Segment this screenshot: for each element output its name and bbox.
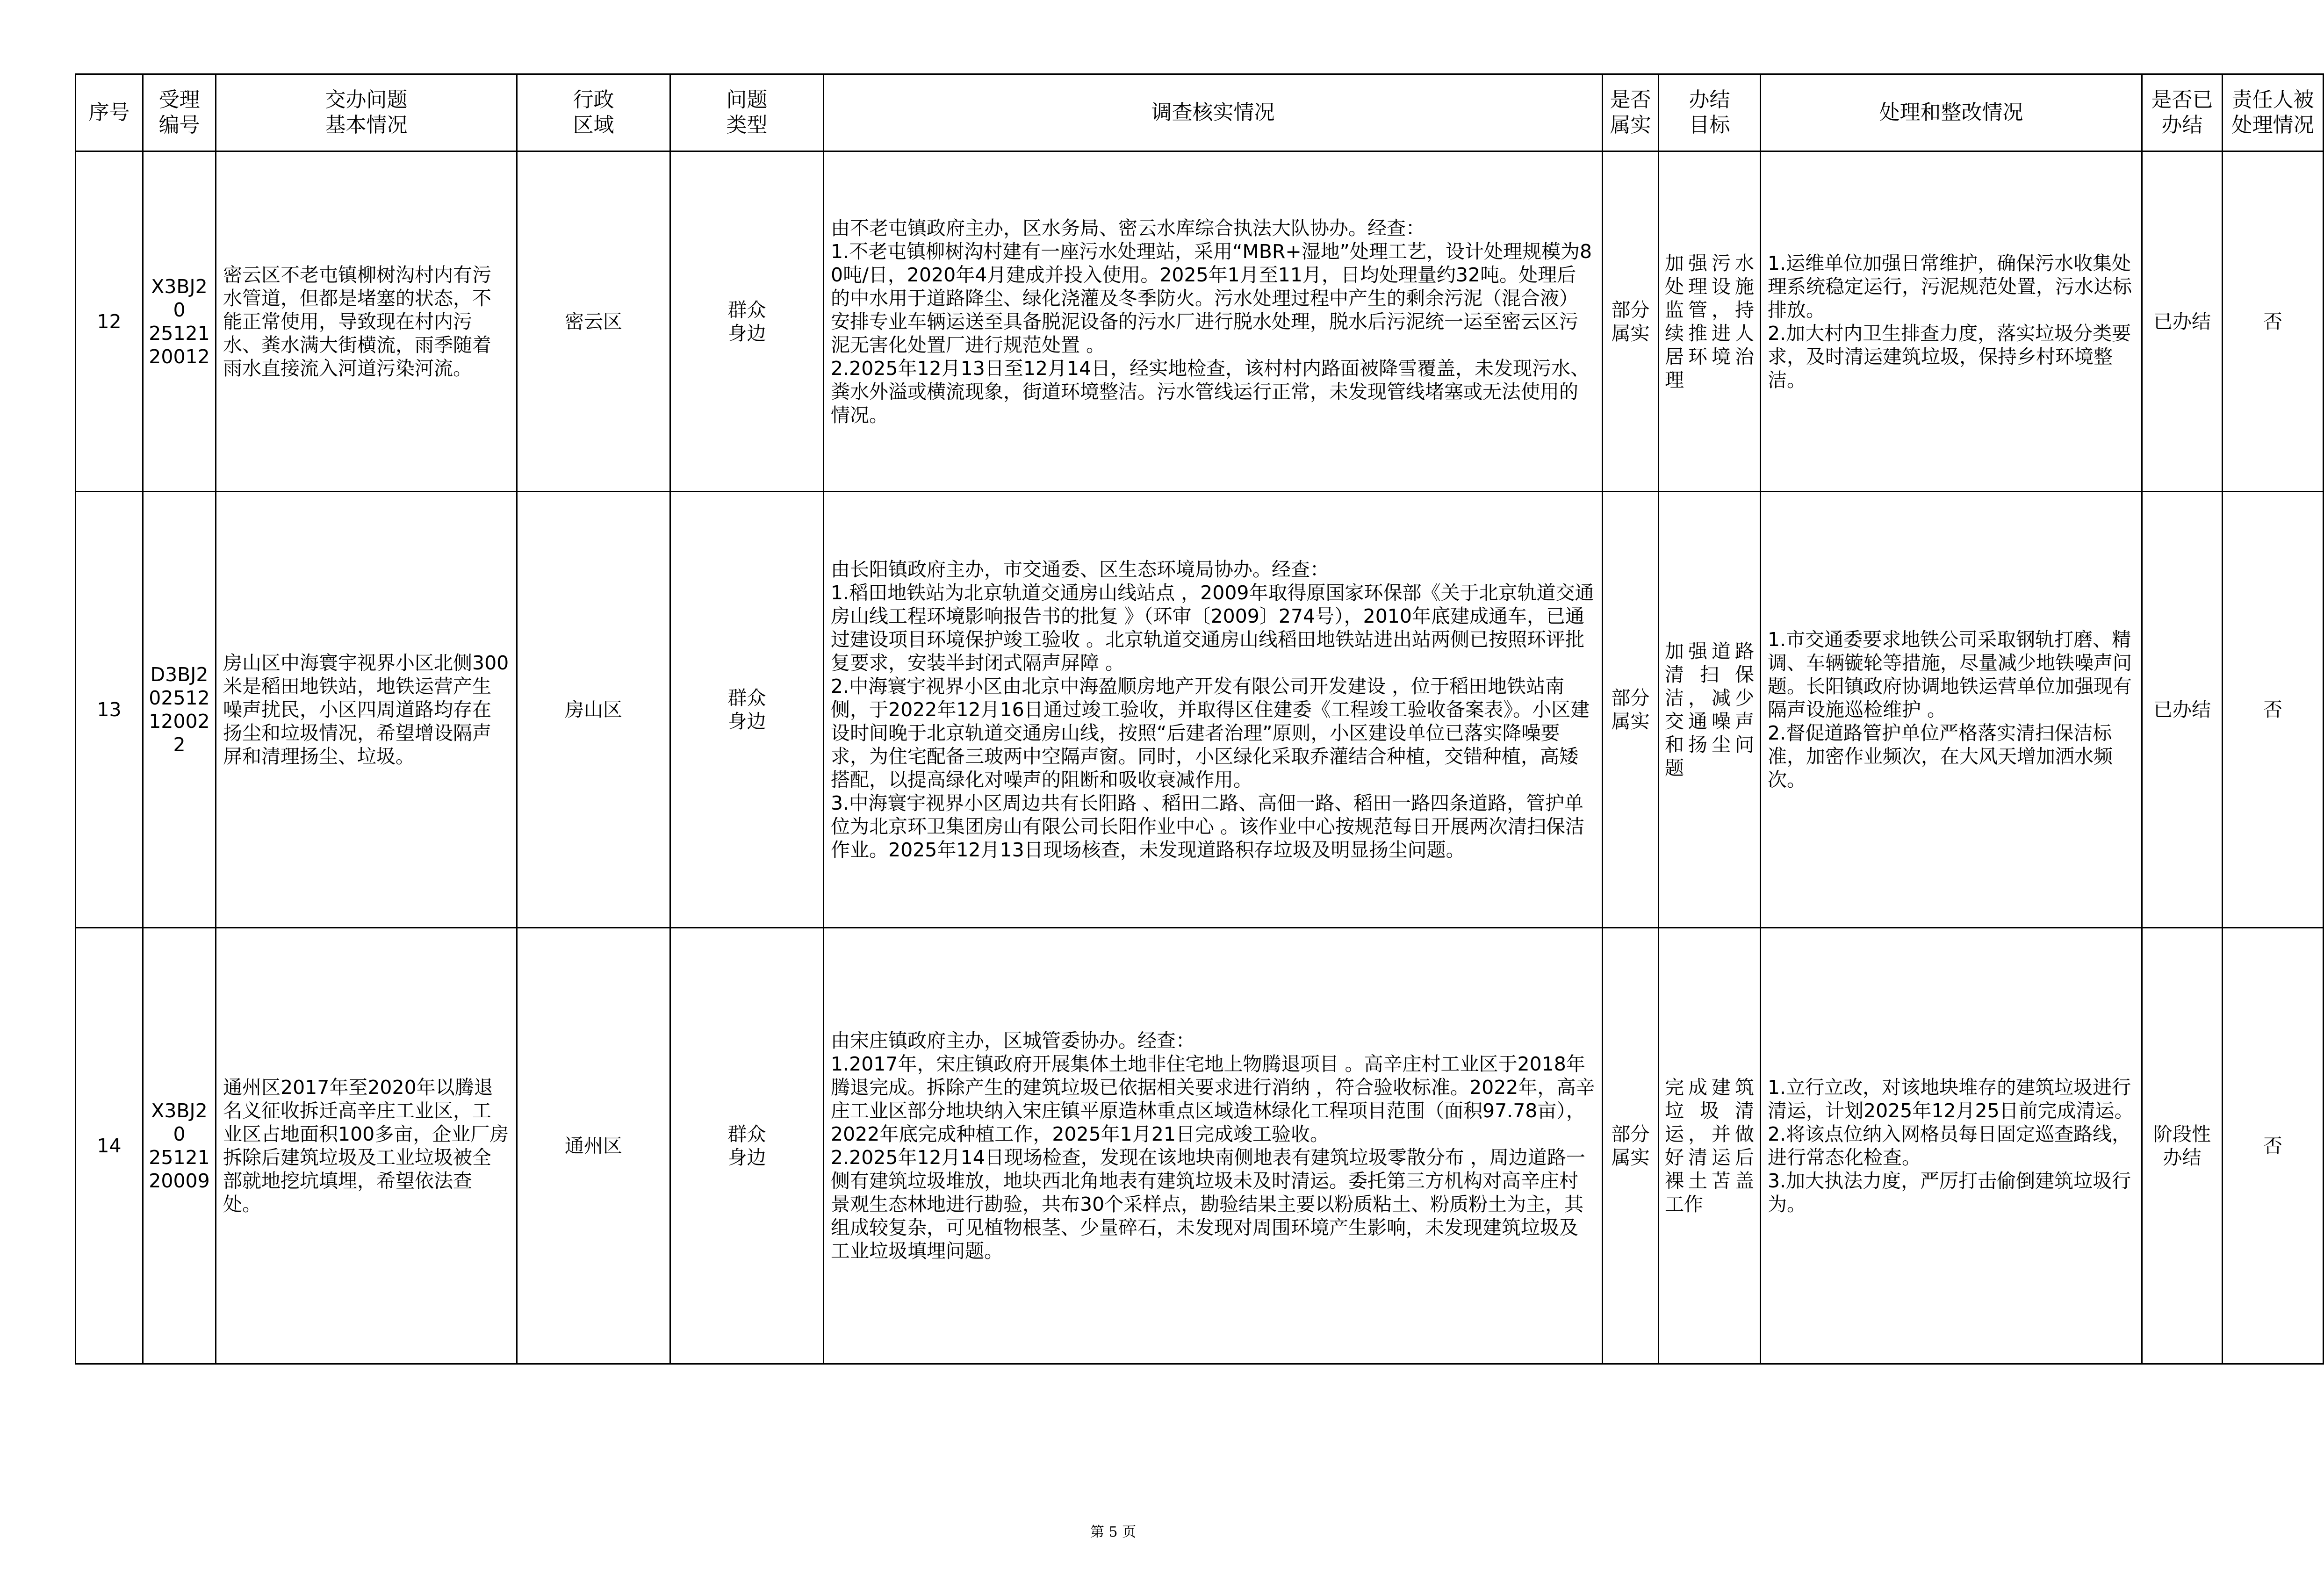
cell-true <box>1603 492 1659 928</box>
issue-text: 通州区2017年至2020年以腾退名义征收拆迁高辛庄工业区，工业区占地面积100多亩，企业厂房拆除后建筑垃圾及工业垃圾被全部就地挖坑填埋，希望依法查处。 <box>223 1076 509 1215</box>
cell-type <box>670 151 824 492</box>
penalty-value: 否 <box>2263 310 2282 333</box>
header-label: 行政 区域 <box>573 88 614 137</box>
cell-penalty <box>2223 492 2324 928</box>
header-label: 责任人被 处理情况 <box>2231 88 2314 137</box>
cell-true <box>1603 151 1659 492</box>
type-value: 群众 身边 <box>727 687 766 733</box>
header-goal <box>1659 74 1761 151</box>
header-label: 交办问题 基本情况 <box>325 88 408 137</box>
cell-true <box>1603 928 1659 1364</box>
cell-seq <box>76 928 143 1364</box>
code-value: X3BJ20 25121 20012 <box>149 275 210 368</box>
header-seq <box>76 74 143 151</box>
district-value: 房山区 <box>565 698 622 721</box>
survey-text: 由长阳镇政府主办，市交通委、区生态环境局协办。经查： 1.稻田地铁站为北京轨道交通房山线站点 ，2009年取得原国家环保部《关于北京轨道交通房山线工程环境影响报告书的批复 》（环审〔2009〕274号），2010年底建成通车，已通过建设项目环境保护竣工验收 。北京轨道交通房山线稻田地铁站进出站两侧已按照环评批复要求，安装半封闭式隔声屏障 。 2.中海寰宇视界小区由北京中海盈顺房地产开发有限公司开发建设 ，位于稻田地铁站南侧，于2022年12月16日通过竣工验收，并取得区住建委《工程竣工验收备案表》。小区建设时间晚于北京轨道交通房山线，按照“后建者治理”原则，小区建设单位已落实降噪要求，为住宅配备三玻两中空隔声窗。同时，小区绿化采取乔灌结合种植，交错种植，高矮搭配，以提高绿化对噪声的阻断和吸收衰减作用。 3.中海寰宇视界小区周边共有长阳路 、稻田二路、高佃一路、稻田一路四条道路，管护单位为北京环卫集团房山有限公司长阳作业中心 。该作业中心按规范每日开展两次清扫保洁作业。2025年12月13日现场核查，未发现道路积存垃圾及明显扬尘问题。 <box>831 558 1594 861</box>
header-issue <box>216 74 517 151</box>
goal-text: 加强污水处理设施监管，持续推进人居环境治理 <box>1665 252 1754 391</box>
header-label: 受理 编号 <box>158 88 200 137</box>
cell-done <box>2142 492 2223 928</box>
true-value: 部分 属实 <box>1611 1123 1650 1169</box>
true-value: 部分 属实 <box>1611 687 1650 733</box>
cell-goal <box>1659 928 1761 1364</box>
header-code <box>143 74 216 151</box>
seq-value: 13 <box>97 698 122 721</box>
cell-seq <box>76 151 143 492</box>
cell-handling <box>1761 492 2142 928</box>
issue-table <box>75 73 2324 1365</box>
table-row <box>76 151 2324 492</box>
header-type <box>670 74 824 151</box>
penalty-value: 否 <box>2263 1135 2282 1157</box>
cell-code <box>143 151 216 492</box>
cell-handling <box>1761 928 2142 1364</box>
code-value: X3BJ20 25121 20009 <box>149 1100 210 1192</box>
district-value: 通州区 <box>565 1135 622 1157</box>
header-penalty <box>2223 74 2324 151</box>
done-value: 阶段性 办结 <box>2153 1123 2211 1169</box>
handling-text: 1.运维单位加强日常维护，确保污水收集处理系统稳定运行，污泥规范处置，污水达标排放。 2.加大村内卫生排查力度，落实垃圾分类要求，及时清运建筑垃圾，保持乡村环境整洁。 <box>1768 252 2132 391</box>
cell-issue <box>216 492 517 928</box>
report-sheet <box>75 73 2324 1365</box>
cell-code <box>143 492 216 928</box>
cell-survey <box>824 151 1603 492</box>
seq-value: 12 <box>97 310 122 333</box>
cell-done <box>2142 151 2223 492</box>
cell-issue <box>216 928 517 1364</box>
header-label: 是否已 办结 <box>2151 88 2213 137</box>
header-handling <box>1761 74 2142 151</box>
type-value: 群众 身边 <box>727 1123 766 1169</box>
penalty-value: 否 <box>2263 698 2282 721</box>
goal-text: 加强道路清扫保洁，减少交通噪声和扬尘问题 <box>1665 640 1754 779</box>
survey-text: 由不老屯镇政府主办，区水务局、密云水库综合执法大队协办。经查： 1.不老屯镇柳树沟村建有一座污水处理站，采用“MBR+湿地”处理工艺，设计处理规模为80吨/日，2020年4月建成并投入使用。2025年1月至11月，日均处理量约32吨。处理后的中水用于道路降尘、绿化浇灌及冬季防火。污水处理过程中产生的剩余污泥（混合液）安排专业车辆运送至具备脱泥设备的污水厂进行脱水处理，脱水后污泥统一运至密云区污泥无害化处置厂进行规范处置 。 2.2025年12月13日至12月14日，经实地检查，该村村内路面被降雪覆盖，未发现污水、粪水外溢或横流现象，街道环境整洁。污水管线运行正常，未发现管线堵塞或无法使用的情况。 <box>831 216 1592 426</box>
cell-goal <box>1659 151 1761 492</box>
header-label: 办结 目标 <box>1689 88 1730 137</box>
handling-text: 1.立行立改，对该地块堆存的建筑垃圾进行清运，计划2025年12月25日前完成清运。 2.将该点位纳入网格员每日固定巡查路线，进行常态化检查。 3.加大执法力度，严厉打击偷倒建筑垃圾行为。 <box>1768 1076 2134 1215</box>
type-value: 群众 身边 <box>727 298 766 345</box>
cell-penalty <box>2223 151 2324 492</box>
table-row <box>76 492 2324 928</box>
header-label: 序号 <box>88 101 130 124</box>
table-header-row <box>76 74 2324 151</box>
table-row <box>76 928 2324 1364</box>
issue-text: 房山区中海寰宇视界小区北侧300米是稻田地铁站，地铁运营产生噪声扰民，小区四周道路均存在扬尘和垃圾情况，希望增设隔声屏和清理扬尘、垃圾。 <box>223 652 509 768</box>
cell-seq <box>76 492 143 928</box>
header-true <box>1603 74 1659 151</box>
header-done <box>2142 74 2223 151</box>
cell-handling <box>1761 151 2142 492</box>
cell-survey <box>824 492 1603 928</box>
cell-survey <box>824 928 1603 1364</box>
cell-type <box>670 928 824 1364</box>
header-district <box>517 74 670 151</box>
cell-penalty <box>2223 928 2324 1364</box>
header-survey <box>824 74 1603 151</box>
header-label: 是否 属实 <box>1610 88 1651 137</box>
seq-value: 14 <box>97 1135 122 1157</box>
handling-text: 1.市交通委要求地铁公司采取钢轨打磨、精调、车辆镟轮等措施，尽量减少地铁噪声问题。长阳镇政府协调地铁运营单位加强现有隔声设施巡检维护 。 2.督促道路管护单位严格落实清扫保洁标准，加密作业频次，在大风天增加洒水频次。 <box>1768 628 2132 791</box>
district-value: 密云区 <box>565 310 622 333</box>
cell-goal <box>1659 492 1761 928</box>
header-label: 调查核实情况 <box>1151 101 1275 124</box>
cell-done <box>2142 928 2223 1364</box>
cell-type <box>670 492 824 928</box>
cell-district <box>517 492 670 928</box>
header-label: 处理和整改情况 <box>1879 101 2023 124</box>
cell-district <box>517 151 670 492</box>
done-value: 已办结 <box>2153 698 2211 721</box>
goal-text: 完成建筑垃圾清运，并做好清运后裸土苫盖工作 <box>1665 1076 1754 1215</box>
done-value: 已办结 <box>2153 310 2211 333</box>
header-label: 问题 类型 <box>726 88 768 137</box>
code-value: D3BJ2 02512 12002 2 <box>149 663 210 756</box>
cell-code <box>143 928 216 1364</box>
issue-text: 密云区不老屯镇柳树沟村内有污水管道，但都是堵塞的状态，不能正常使用，导致现在村内污水、粪水满大街横流，雨季随着雨水直接流入河道污染河流。 <box>223 263 491 380</box>
survey-text: 由宋庄镇政府主办，区城管委协办。经查： 1.2017年，宋庄镇政府开展集体土地非住宅地上物腾退项目 。高辛庄村工业区于2018年腾退完成。拆除产生的建筑垃圾已依据相关要求进行消纳 ，符合验收标准。2022年，高辛庄工业区部分地块纳入宋庄镇平原造林重点区域造林绿化工程项目范围（面积97.78亩），2022年底完成种植工作，2025年1月21日完成竣工验收。 2.2025年12月14日现场检查，发现在该地块南侧地表有建筑垃圾零散分布 ，周边道路一侧有建筑垃圾堆放，地块西北角地表有建筑垃圾未及时清运。委托第三方机构对高辛庄村景观生态林地进行勘验，共布30个采样点，勘验结果主要以粉质粘土、粉质粉土为主，其组成较复杂，可见植物根茎、少量碎石，未发现对周围环境产生影响，未发现建筑垃圾及工业垃圾填埋问题。 <box>831 1029 1595 1262</box>
cell-issue <box>216 151 517 492</box>
true-value: 部分 属实 <box>1611 298 1650 345</box>
cell-district <box>517 928 670 1364</box>
page-number: 第 5 页 <box>1090 1524 1137 1540</box>
